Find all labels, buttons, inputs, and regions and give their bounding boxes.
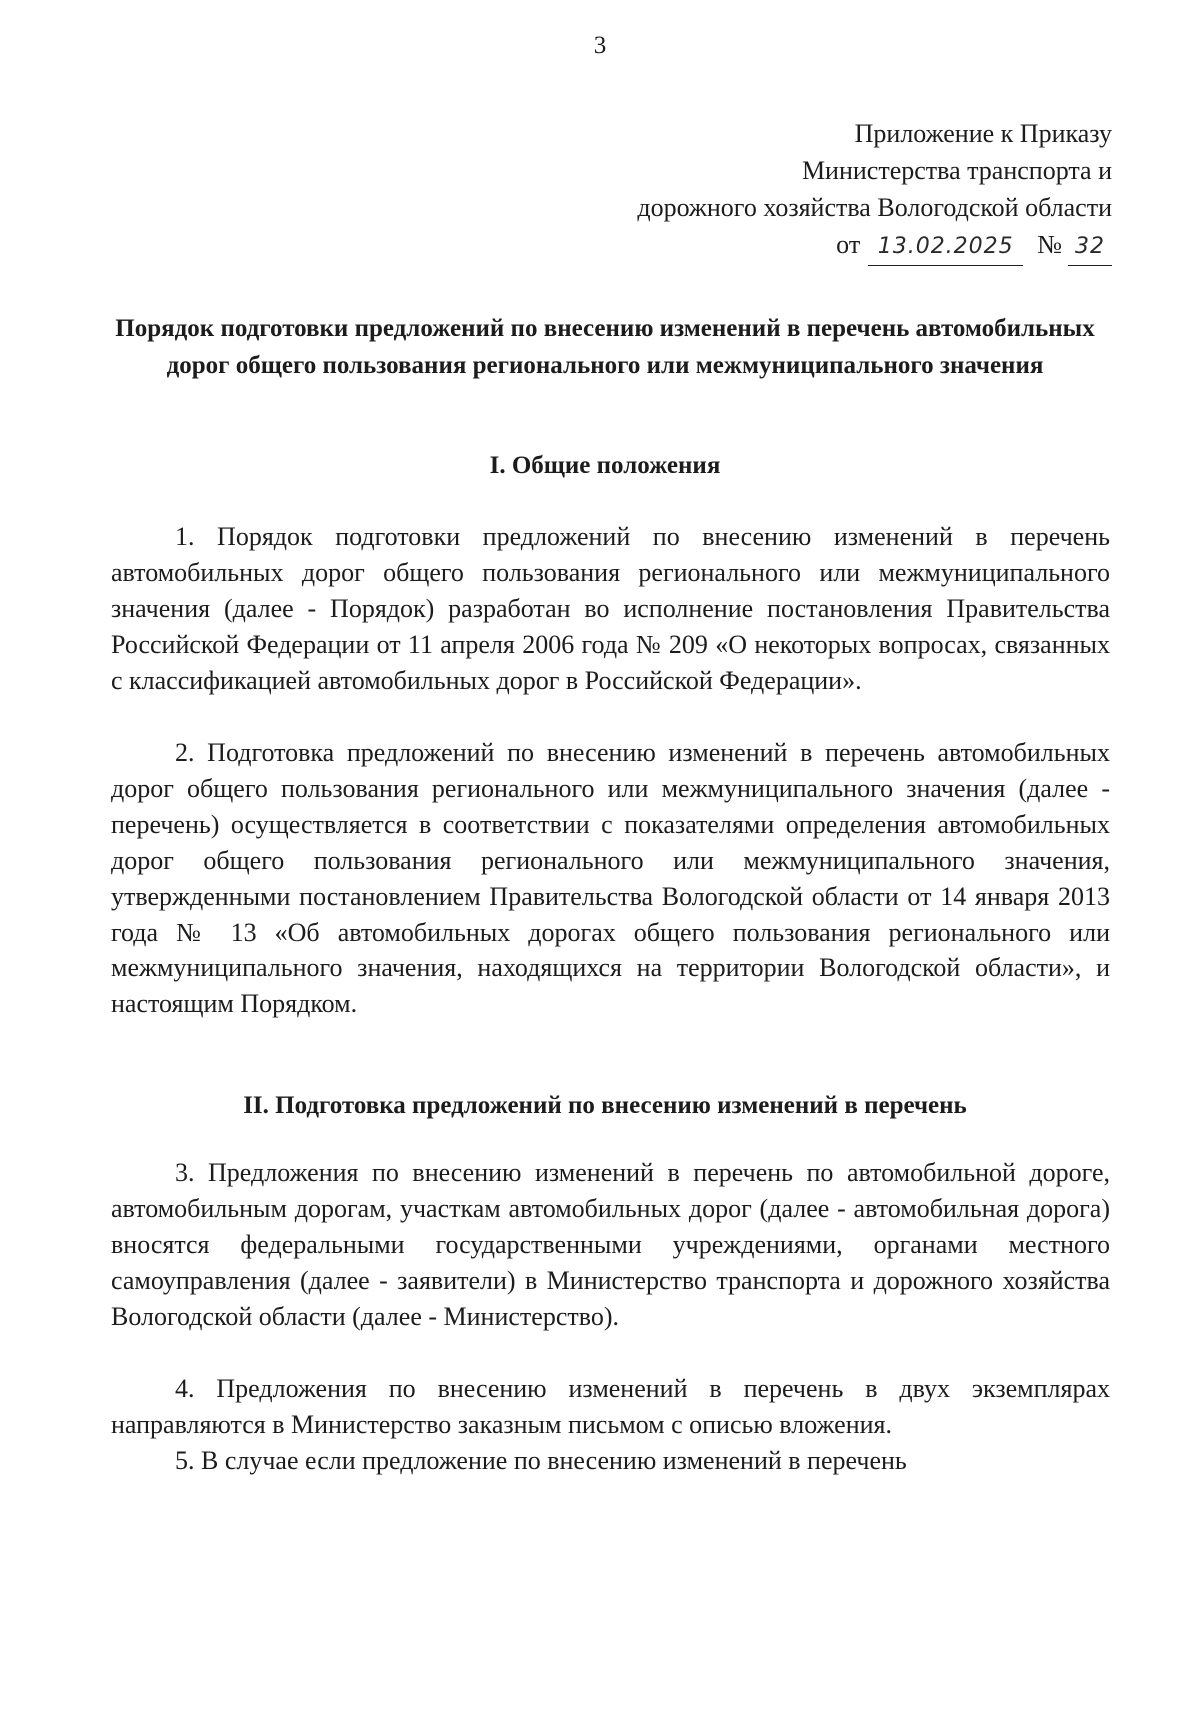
paragraph-3: 3. Предложения по внесению изменений в перечень по автомобильной дороге, автомобильным дорогам, участкам автомобильных дорог (далее - автомобильная дорога) вносятся федеральными государственными учреждениями, органами местного самоуправления (далее - заявители) в Министерство транспорта и дорожного хозяйства Вологодской области (далее - Министерство). <box>111 1158 1110 1331</box>
approval-line: дорожного хозяйства Вологодской области <box>637 193 1112 222</box>
approval-date-line <box>637 226 1112 266</box>
handwritten-number: 32 <box>1068 228 1112 266</box>
section-heading-2: II. Подготовка предложений по внесению изменений в перечень <box>243 1092 967 1119</box>
handwritten-date: 13.02.2025 <box>868 228 1023 266</box>
paragraph-2: 2. Подготовка предложений по внесению изменений в перечень автомобильных дорог общего пользования регионального или межмуниципального значения (далее - перечень) осуществляется в соответствии с показателями определения автомобильных дорог общего пользования регионального или межмуниципального значения, утвержденными постановлением Правительства Вологодской области от 14 января 2013 года № 13 «Об автомобильных дорогах общего пользования регионального или межмуниципального значения, находящихся на территории Вологодской области», и настоящим Порядком. <box>111 738 1110 1019</box>
date-prefix: от <box>836 230 861 259</box>
number-prefix: № <box>1037 230 1062 259</box>
approval-block <box>637 115 1112 266</box>
paragraph-1: 1. Порядок подготовки предложений по внесению изменений в перечень автомобильных дорог общего пользования регионального или межмуниципального значения (далее - Порядок) разработан во исполнение постановления Правительства Российской Федерации от 11 апреля 2006 года № 209 «О некоторых вопросах, связанных с классификацией автомобильных дорог в Российской Федерации». <box>111 522 1110 695</box>
paragraph-5: 5. В случае если предложение по внесению изменений в перечень <box>175 1446 907 1475</box>
paragraph-4: 4. Предложения по внесению изменений в перечень в двух экземплярах направляются в Министерство заказным письмом с описью вложения. <box>111 1374 1110 1439</box>
approval-line: Приложение к Приказу <box>854 119 1112 148</box>
section-heading-1: I. Общие положения <box>489 452 721 479</box>
document-title: Порядок подготовки предложений по внесению изменений в перечень автомобильных дорог общего пользования регионального или межмуниципального значения <box>115 315 1095 379</box>
page-number: 3 <box>593 32 607 59</box>
approval-line: Министерства транспорта и <box>801 156 1112 185</box>
